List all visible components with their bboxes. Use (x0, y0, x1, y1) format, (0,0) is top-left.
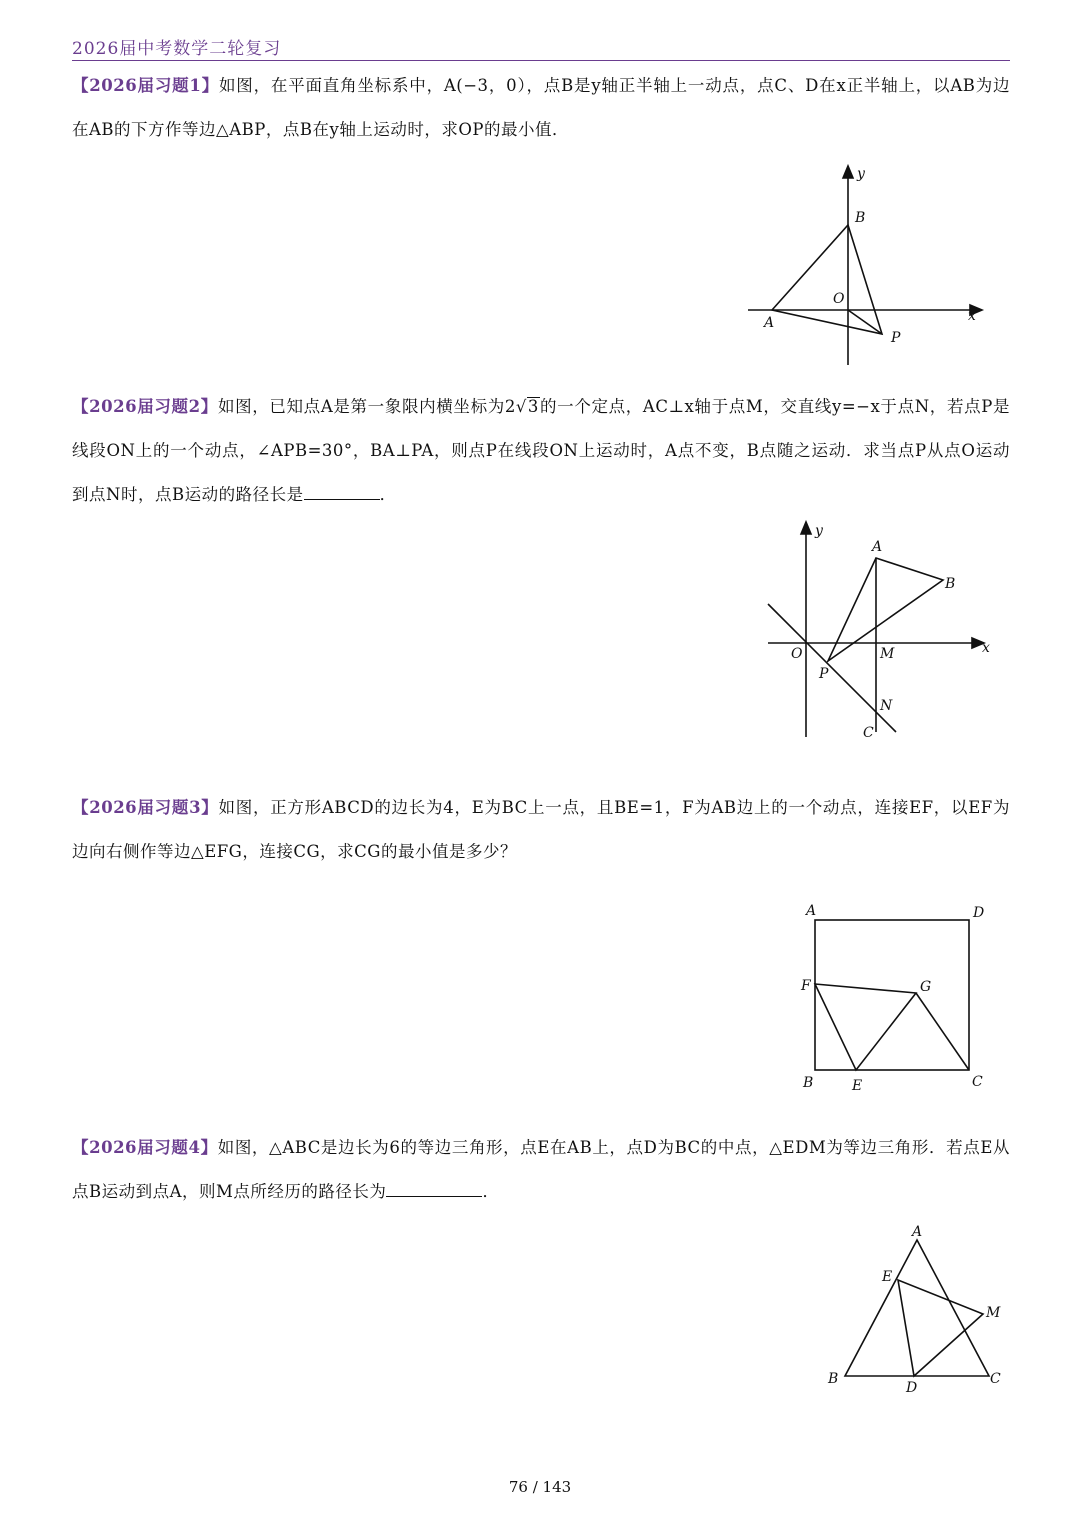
answer-blank-2[interactable] (304, 483, 380, 501)
problem-1-text: 如图，在平面直角坐标系中，A(−3，0），点B是y轴正半轴上一动点，点C、D在x正半轴上，以AB为边在AB的下方作等边△ABP，点B在y轴上运动时，求OP的最小值． (72, 76, 1010, 139)
problem-2-text-b: 的一个定点，AC⊥x轴于点M，交直线y=−x于点N，若点P是线段ON上的一个动点，∠APB=30°，BA⊥PA，则点P在线段ON上运动时，A点不变，B点随之运动．求当点P从点O运动到点N时，点B运动的路径长是 (72, 397, 1010, 504)
fig1-label-y: y (857, 166, 865, 182)
problem-4-text-end: ． (482, 1182, 500, 1201)
fig1-triangle-abp (772, 225, 882, 334)
fig3-label-b: B (803, 1075, 814, 1091)
problem-3 (72, 786, 1010, 874)
fig4-label-e: E (882, 1269, 893, 1285)
problem-4-text: 如图，△ABC是边长为6的等边三角形，点E在AB上，点D为BC的中点，△EDM为等边三角形．若点E从点B运动到点A，则M点所经历的路径长为 (72, 1138, 1010, 1201)
page-number: 76 / 143 (508, 1478, 572, 1496)
fig2-y-arrow (801, 522, 811, 534)
fig4-label-m: M (986, 1305, 1001, 1321)
fig3-label-f: F (801, 978, 811, 994)
header-divider (72, 60, 1010, 61)
fig2-label-p: P (819, 666, 829, 682)
fig1-label-b: B (855, 210, 866, 226)
fig2-label-y: y (815, 523, 823, 539)
fig2-label-c: C (863, 725, 874, 741)
fig2-label-m: M (880, 646, 895, 662)
problem-4 (72, 1126, 1010, 1214)
figure-4 (820, 1220, 1020, 1400)
sqrt-symbol: √ (515, 397, 527, 416)
fig3-segment-cg (916, 993, 969, 1070)
fig1-label-p: P (891, 330, 901, 346)
fig3-label-c: C (972, 1074, 983, 1090)
fig3-square-abcd (815, 920, 969, 1070)
fig2-label-n: N (880, 698, 893, 714)
fig1-label-a: A (764, 315, 775, 331)
problem-2 (72, 385, 1010, 517)
fig4-label-b: B (828, 1371, 839, 1387)
fig2-label-b: B (945, 576, 956, 592)
figure-3 (795, 895, 1005, 1100)
fig1-y-arrow (843, 166, 853, 178)
problem-1 (72, 64, 1010, 152)
answer-blank-4[interactable] (386, 1180, 482, 1198)
figure-2 (760, 520, 1000, 745)
problem-1-tag: 【2026届习题1】 (72, 76, 219, 95)
problem-2-radicand: 3 (527, 397, 539, 416)
fig4-triangle-edm (898, 1280, 983, 1376)
problem-3-tag: 【2026届习题3】 (72, 798, 219, 817)
problem-3-text: 如图，正方形ABCD的边长为4，E为BC上一点，且BE=1，F为AB边上的一个动点，连接EF，以EF为边向右侧作等边△EFG，连接CG，求CG的最小值是多少？ (72, 798, 1010, 861)
problem-2-tag: 【2026届习题2】 (72, 397, 218, 416)
fig2-label-o: O (791, 646, 803, 662)
fig3-label-g: G (920, 979, 932, 995)
fig3-label-e: E (852, 1078, 863, 1094)
fig2-label-a: A (872, 539, 883, 555)
figure-1 (740, 160, 990, 370)
fig4-label-c: C (990, 1371, 1001, 1387)
fig4-label-a: A (912, 1224, 923, 1240)
fig1-label-o: O (833, 291, 845, 307)
problem-4-tag: 【2026届习题4】 (72, 1138, 218, 1157)
problem-2-text-a: 如图，已知点A是第一象限内横坐标为2 (217, 397, 516, 416)
fig1-label-x: x (968, 308, 976, 324)
fig3-triangle-efg (815, 984, 916, 1070)
problem-2-text-end: ． (379, 485, 397, 504)
fig3-label-a: A (806, 903, 817, 919)
fig2-label-x: x (982, 640, 990, 656)
document-header: 2026届中考数学二轮复习 (72, 39, 282, 59)
fig4-label-d: D (906, 1380, 918, 1396)
fig3-label-d: D (973, 905, 985, 921)
